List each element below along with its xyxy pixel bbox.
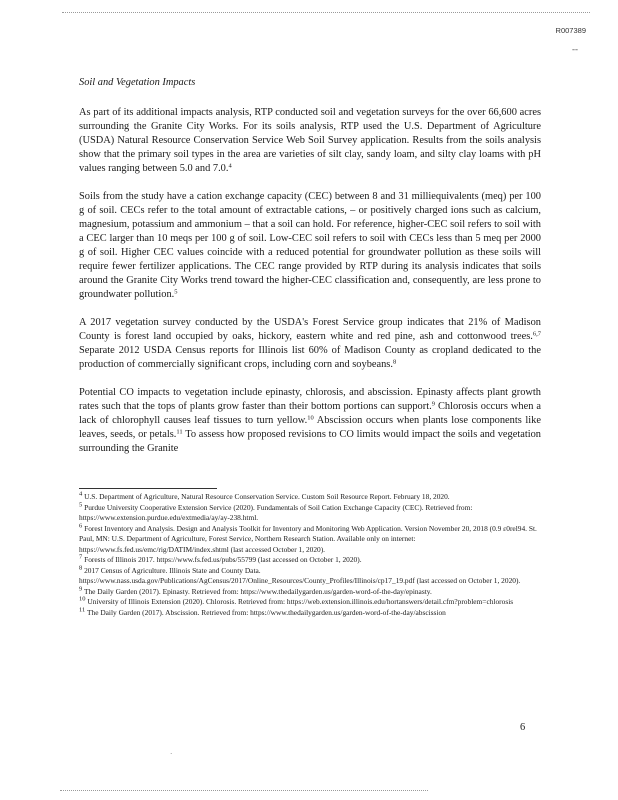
footnote-text: The Daily Garden (2017). Abscission. Retrieved from: https://www.thedailygarden.us/garden-word-of-the-day/abscission (85, 607, 446, 617)
footnote-text: 2017 Census of Agriculture. Illinois State and County Data. https://www.nass.usda.gov/Publications/AgCensus/2017/Online_Resources/County_Profiles/Illinois/cp17_19.pdf (last accessed on October 1, 2020). (79, 565, 521, 585)
paragraph-text: Abscission occurs when plants lose components like leaves, seeds, or petals. (79, 415, 541, 440)
section-heading: Soil and Vegetation Impacts (79, 77, 196, 88)
footnote (79, 555, 541, 566)
footnote-text: Forests of Illinois 2017. https://www.fs.fed.us/pubs/55799 (last accessed on October 1, 2020). (82, 555, 362, 564)
footnote-number: 9 (79, 585, 83, 592)
footnote (79, 597, 541, 608)
paragraph (79, 106, 541, 176)
paragraph-text: Potential CO impacts to vegetation include epinasty, chlorosis, and abscission. Epinasty affects plant growth rates such that the tops of plants grow faster than their bottom portions can support. (79, 387, 541, 412)
footnote-number: 4 (79, 490, 83, 498)
paragraph-text: Separate 2012 USDA Census reports for Illinois list 60% of Madison County as cropland dedicated to the production of commercially significant crops, including corn and soybeans. (79, 345, 541, 370)
body-text (79, 76, 541, 470)
paragraph (79, 316, 541, 372)
footnote (79, 566, 541, 587)
paragraph (79, 386, 541, 456)
paragraph-text: As part of its additional impacts analysis, RTP conducted soil and vegetation surveys for the over 66,600 acres surrounding the Granite City Works. For its soils analysis, RTP used the U.S. Department of Agriculture (USDA) Natural Resource Conservation Service Web Soil Survey application. Results from the soils analysis show that the primary soil types in the area are varieties of silt clay, sandy loam, and silty clay loams with pH values ranging between 5.0 and 7.0. (79, 107, 541, 174)
footnotes (79, 492, 541, 618)
footnote-text: U.S. Department of Agriculture, Natural Resource Conservation Service. Custom Soil Resource Report. February 18, 2020. (82, 492, 450, 501)
footnote-ref: 9 (431, 400, 435, 408)
footnote-ref: 10 (307, 414, 314, 422)
footnote-ref: 6,7 (532, 330, 541, 338)
footnote (79, 524, 541, 556)
footnote-text: University of Illinois Extension (2020). Chlorosis. Retrieved from: https://web.extension.illinois.edu/hortanswers/detail.cfm?problem=chlorosis (85, 597, 514, 606)
footnote-ref: 11 (176, 428, 183, 436)
footnote-ref: 4 (228, 162, 232, 170)
scan-mark-bottom: · (170, 750, 173, 758)
paragraphs (79, 106, 541, 456)
paragraph-text: Chlorosis occurs when a lack of chlorophyll causes leaf tissues to turn yellow. (79, 401, 542, 426)
scan-mark: ‐‐ (572, 44, 578, 54)
footnote (79, 587, 541, 598)
footnote-ref: 8 (392, 358, 397, 366)
paragraph-text: To assess how proposed revisions to CO limits would impact the soils and vegetation surrounding the Granite (79, 429, 541, 454)
footnote-number: 8 (79, 564, 83, 571)
footnote-number: 7 (79, 553, 83, 561)
footnote-number: 6 (79, 522, 83, 529)
footnote (79, 503, 541, 524)
footnote-separator (79, 488, 217, 489)
page-number: 6 (520, 722, 526, 733)
footnote-number: 10 (79, 595, 86, 603)
footnote (79, 492, 541, 503)
paragraph-text: Soils from the study have a cation exchange capacity (CEC) between 8 and 31 milliequivalents (meq) per 100 g of soil. CECs refer to the total amount of extractable cations, – or positively charged ions such as calcium, magnesium, potassium and ammonium – that a soil can hold. For reference, higher-CEC soil refers to soil with a CEC larger than 10 meqs per 100 g of soil. Low-CEC soil refers to soil with CECs less than 5 meq per 2000 g of soil. Higher CEC values coincide with a reduced potential for groundwater pollution as these soils will require fewer fertilizer applications. The CEC range provided by RTP during its analysis indicates that soils around the Granite City Works trend toward the higher-CEC classification and, consequently, are less prone to groundwater pollution. (79, 191, 541, 300)
footnote-text: Purdue University Cooperative Extension Service (2020). Fundamentals of Soil Cation Exchange Capacity (CEC). Retrieved from: https://www.extension.purdue.edu/extmedia/ay/ay-238.html. (79, 502, 473, 522)
paragraph-text: A 2017 vegetation survey conducted by the USDA's Forest Service group indicates that 21% of Madison County is forest land occupied by oaks, hickory, eastern white and red pine, ash and cottonwood trees. (79, 317, 541, 342)
bates-number: R007389 (555, 26, 586, 35)
footnote-text: The Daily Garden (2017). Epinasty. Retrieved from: https://www.thedailygarden.us/garden-word-of-the-day/epinasty. (82, 586, 432, 596)
scan-border-top (62, 12, 590, 13)
footnote-number: 11 (79, 606, 86, 613)
footnote-text: Forest Inventory and Analysis. Design and Analysis Toolkit for Inventory and Monitoring Web Application. Version November 20, 2018 (0.9 ε0rel94. St. Paul, MN: U.S. Department of Agriculture, Forest Service, Northern Research Station. Available only on internet: https://www.fs.fed.us/emc/rig/DATIM/index.shtml (last accessed October 1, 2020). (79, 523, 537, 554)
paragraph (79, 190, 541, 302)
footnote-ref: 5 (174, 288, 178, 296)
footnote (79, 608, 541, 619)
scan-border-bottom (60, 790, 428, 791)
footnote-number: 5 (79, 501, 83, 508)
